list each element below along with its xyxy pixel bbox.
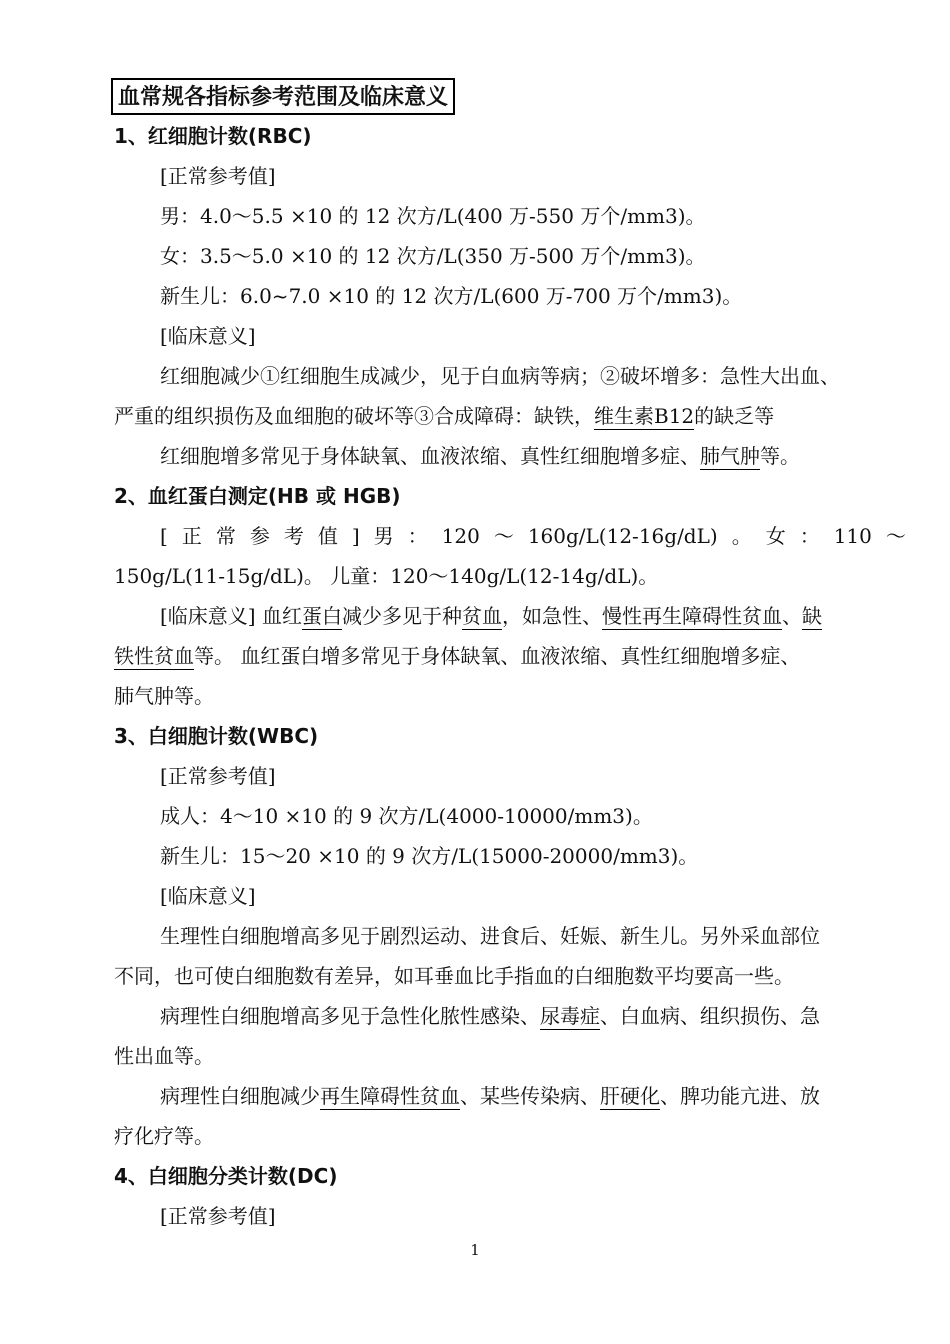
wbc-clinical-label: [临床意义] [160, 884, 256, 908]
text-run: 常 [215, 524, 236, 548]
hb-clinical-line-2 [114, 636, 800, 676]
link-iron-deficiency-anemia[interactable]: 缺 [801, 604, 822, 628]
text-run: 110 [833, 524, 872, 548]
text-run: 血红 [255, 604, 302, 628]
link-cirrhosis[interactable]: 肝硬化 [600, 1084, 660, 1108]
rbc-paragraph-1-line-1: 红细胞减少①红细胞生成减少，见于白血病等病；②破坏增多：急性大出血、 [160, 364, 840, 388]
text-run: 、 [781, 604, 802, 628]
link-protein[interactable]: 蛋白 [301, 604, 342, 628]
wbc-paragraph-3-line-2: 疗化疗等。 [114, 1124, 214, 1148]
text-run: 男 [373, 524, 394, 548]
wbc-paragraph-2-line-2: 性出血等。 [114, 1044, 214, 1068]
rbc-paragraph-2 [160, 436, 800, 476]
text-run: 病理性白细胞减少 [160, 1084, 320, 1108]
wbc-newborn-value: 新生儿：15～20 ×10 的 9 次方/L(15000-20000/mm3)。 [160, 844, 699, 868]
text-run: 160g/L(12-16g/dL) [527, 524, 718, 548]
text-run: ： [799, 524, 820, 548]
text-run: 正 [181, 524, 202, 548]
section-heading-rbc: 1、红细胞计数(RBC) [114, 124, 312, 148]
rbc-male-value: 男：4.0～5.5 ×10 的 12 次方/L(400 万-550 万个/mm3)。 [160, 204, 706, 228]
rbc-paragraph-1-line-2 [114, 396, 774, 436]
text-run: ，如急性、 [501, 604, 602, 628]
text-run: 病理性白细胞增高多见于急性化脓性感染、 [160, 1004, 540, 1028]
text-run: 考 [283, 524, 304, 548]
text-run: 减少多见于种 [341, 604, 462, 628]
text-run: 120 [441, 524, 480, 548]
page-number: 1 [470, 1241, 480, 1259]
link-uremia[interactable]: 尿毒症 [540, 1004, 600, 1028]
link-vitamin-b12[interactable]: 维生素B12 [594, 404, 695, 428]
wbc-paragraph-1-line-1: 生理性白细胞增高多见于剧烈运动、进食后、妊娠、新生儿。另外采血部位 [160, 924, 820, 948]
rbc-female-value: 女：3.5～5.0 ×10 的 12 次方/L(350 万-500 万个/mm3)。 [160, 244, 706, 268]
section-heading-dc: 4、白细胞分类计数(DC) [114, 1164, 338, 1188]
section-heading-wbc: 3、白细胞计数(WBC) [114, 724, 319, 748]
hb-normal-line-2: 150g/L(11-15g/dL)。 儿童：120～140g/L(12-14g/dL)。 [114, 564, 659, 588]
text-run: 、白血病、组织损伤、急 [600, 1004, 820, 1028]
text-run: ] [351, 524, 360, 548]
text-run: ～ [493, 524, 514, 548]
link-chronic-aplastic-anemia[interactable]: 慢性再生障碍性贫血 [601, 604, 782, 628]
wbc-adult-value: 成人：4～10 ×10 的 9 次方/L(4000-10000/mm3)。 [160, 804, 653, 828]
rbc-newborn-value: 新生儿：6.0~7.0 ×10 的 12 次方/L(600 万-700 万个/mm3)。 [160, 284, 743, 308]
text-run: 参 [249, 524, 270, 548]
wbc-paragraph-1-line-2: 不同，也可使白细胞数有差异，如耳垂血比手指血的白细胞数平均要高一些。 [114, 964, 794, 988]
text-run: 、脾功能亢进、放 [660, 1084, 820, 1108]
text-run: [ [160, 524, 168, 548]
link-anemia[interactable]: 贫血 [461, 604, 502, 628]
link-iron-deficiency-anemia-cont[interactable]: 铁性贫血 [114, 644, 194, 668]
text-run: ： [407, 524, 428, 548]
text-run: 等。 [760, 444, 800, 468]
text-run: 、某些传染病、 [460, 1084, 600, 1108]
text-run: 等。 血红蛋白增多常见于身体缺氧、血液浓缩、真性红细胞增多症、 [194, 644, 801, 668]
text-run: 严重的组织损伤及血细胞的破坏等③合成障碍：缺铁， [114, 404, 594, 428]
rbc-clinical-label: [临床意义] [160, 324, 256, 348]
rbc-normal-label: [正常参考值] [160, 164, 276, 188]
hb-clinical-line-3: 肺气肿等。 [114, 684, 214, 708]
hb-clinical-label: [临床意义] [160, 604, 256, 628]
text-run: 值 [317, 524, 338, 548]
section-heading-hb: 2、血红蛋白测定(HB 或 HGB) [114, 484, 401, 508]
text-run: 的缺乏等 [694, 404, 775, 428]
link-aplastic-anemia[interactable]: 再生障碍性贫血 [320, 1084, 460, 1108]
text-run: ～ [885, 524, 906, 548]
text-run: 红细胞增多常见于身体缺氧、血液浓缩、真性红细胞增多症、 [160, 444, 700, 468]
link-emphysema[interactable]: 肺气肿 [700, 444, 760, 468]
wbc-paragraph-2-line-1 [160, 996, 820, 1036]
wbc-paragraph-3-line-1 [160, 1076, 820, 1116]
dc-normal-label: [正常参考值] [160, 1204, 276, 1228]
hb-normal-line-1 [160, 516, 906, 556]
page-title: 血常规各指标参考范围及临床意义 [111, 78, 455, 115]
text-run: 。 [731, 524, 752, 548]
wbc-normal-label: [正常参考值] [160, 764, 276, 788]
hb-clinical-line-1 [160, 596, 822, 636]
text-run: 女 [765, 524, 786, 548]
